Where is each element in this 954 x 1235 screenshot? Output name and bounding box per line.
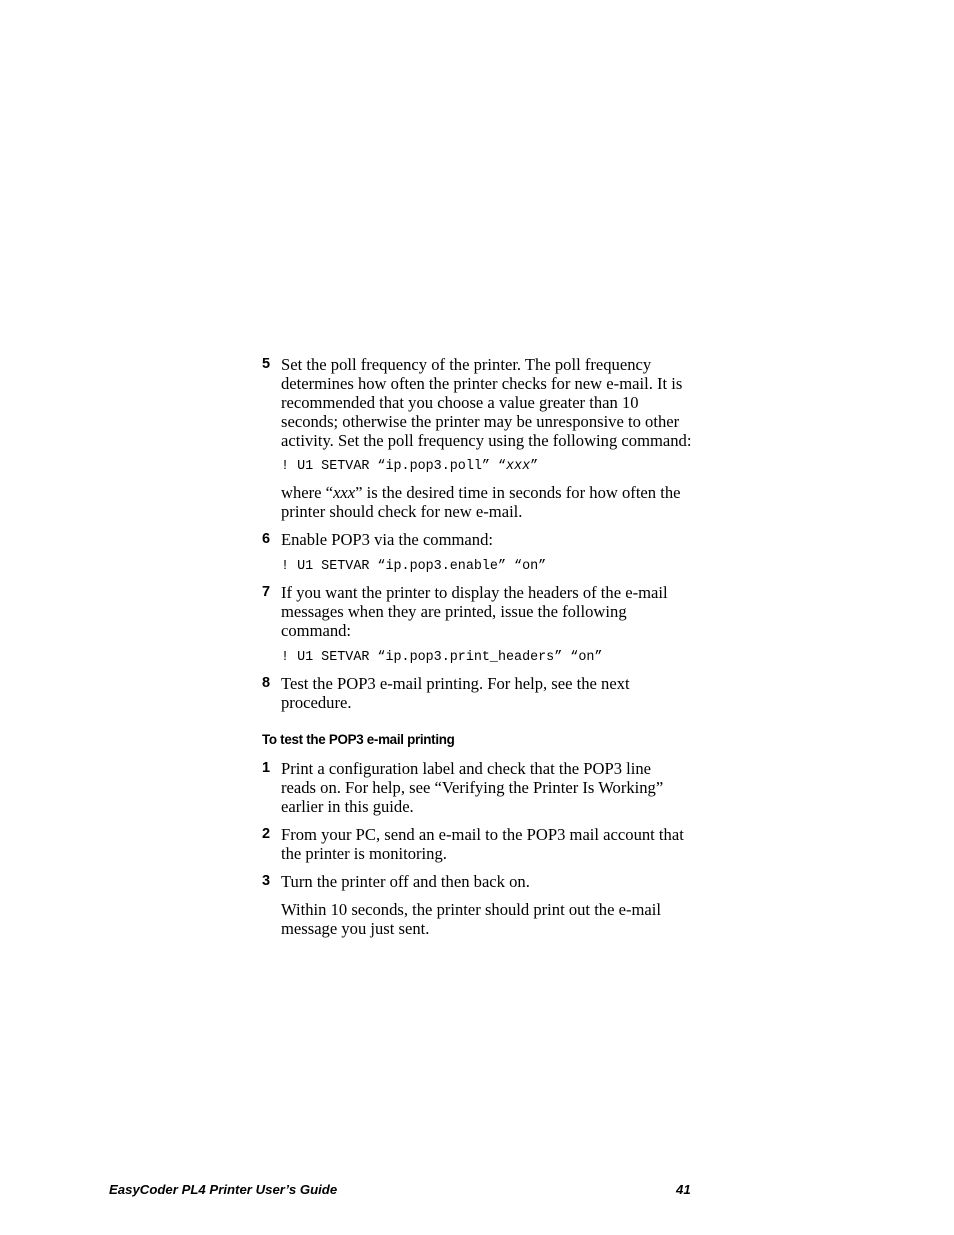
text-line: the printer is monitoring. xyxy=(281,844,447,863)
text-line: Set the poll frequency of the printer. The poll frequency xyxy=(281,355,652,374)
text-line: Test the POP3 e-mail printing. For help, see the next xyxy=(281,674,630,693)
text-line: From your PC, send an e-mail to the POP3 mail account that xyxy=(281,825,684,844)
test-step-3-text xyxy=(281,872,701,891)
text-line: reads on. For help, see “Verifying the Printer Is Working” xyxy=(281,778,664,797)
command-line: ! U1 SETVAR “ip.pop3.print_headers” “on” xyxy=(281,650,603,665)
procedure-heading: To test the POP3 e-mail printing xyxy=(262,732,455,747)
text-line: message you just sent. xyxy=(281,919,430,938)
footer-page-number: 41 xyxy=(676,1182,691,1197)
step-number: 3 xyxy=(262,873,271,889)
command-prefix: ! U1 SETVAR “ip.pop3.poll” “ xyxy=(281,459,506,474)
text-line: procedure. xyxy=(281,693,352,712)
command-variable: xxx xyxy=(506,459,531,474)
test-step-1-text xyxy=(281,759,701,816)
text-line: activity. Set the poll frequency using the following command: xyxy=(281,431,692,450)
command-print-headers xyxy=(281,650,701,666)
step-number: 7 xyxy=(262,584,271,600)
step-6-text xyxy=(281,530,701,549)
step-number: 5 xyxy=(262,356,271,372)
footer-title: EasyCoder PL4 Printer User’s Guide xyxy=(109,1182,338,1197)
step-7-text xyxy=(281,583,701,640)
command-enable xyxy=(281,559,701,575)
text-line: Enable POP3 via the command: xyxy=(281,530,493,549)
step-8-text xyxy=(281,674,701,712)
command-poll xyxy=(281,459,701,475)
where-rest: ” is the desired time in seconds for how often the xyxy=(355,483,681,502)
step-number: 1 xyxy=(262,760,271,776)
command-suffix: ” xyxy=(530,459,539,474)
step-5-where xyxy=(281,483,701,521)
text-line: Print a configuration label and check that the POP3 line xyxy=(281,759,652,778)
text-line: Turn the printer off and then back on. xyxy=(281,872,530,891)
text-line: recommended that you choose a value greater than 10 xyxy=(281,393,639,412)
text-line: command: xyxy=(281,621,352,640)
step-number: 8 xyxy=(262,675,271,691)
test-step-3-followup xyxy=(281,900,701,938)
where-prefix: where “ xyxy=(281,483,334,502)
test-step-2-text xyxy=(281,825,701,863)
where-variable: xxx xyxy=(333,483,356,502)
text-line: determines how often the printer checks for new e-mail. It is xyxy=(281,374,683,393)
step-number: 2 xyxy=(262,826,271,842)
step-5-text xyxy=(281,355,701,450)
text-line: If you want the printer to display the headers of the e-mail xyxy=(281,583,668,602)
text-line: messages when they are printed, issue the following xyxy=(281,602,627,621)
command-line: ! U1 SETVAR “ip.pop3.enable” “on” xyxy=(281,559,547,574)
text-line: earlier in this guide. xyxy=(281,797,414,816)
step-number: 6 xyxy=(262,531,271,547)
text-line: printer should check for new e-mail. xyxy=(281,502,523,521)
text-line: Within 10 seconds, the printer should print out the e-mail xyxy=(281,900,661,919)
text-line: seconds; otherwise the printer may be unresponsive to other xyxy=(281,412,680,431)
